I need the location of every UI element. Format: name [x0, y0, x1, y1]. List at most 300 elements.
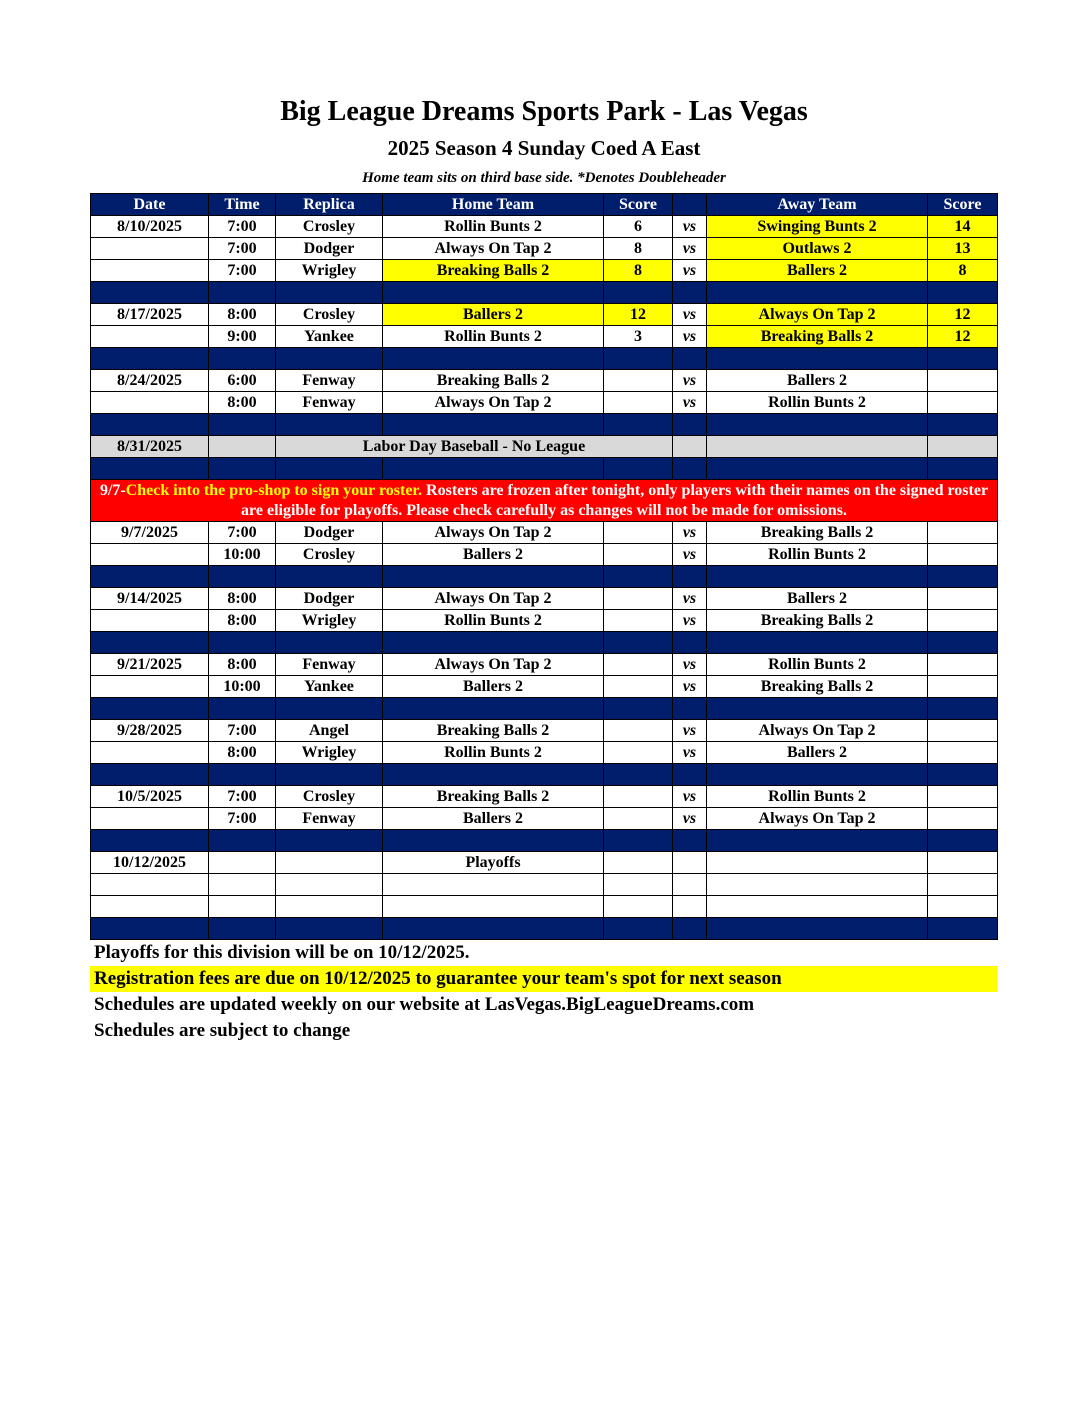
time-cell: 8:00: [209, 304, 276, 326]
separator-cell: [383, 414, 604, 436]
time-cell: 7:00: [209, 522, 276, 544]
separator-cell: [707, 632, 928, 654]
col-header-date: Date: [91, 194, 209, 216]
vs-cell: [673, 436, 707, 458]
separator-cell: [209, 348, 276, 370]
page-title: Big League Dreams Sports Park - Las Vegas: [280, 96, 808, 127]
separator-cell: [673, 348, 707, 370]
away-score-cell: [928, 786, 998, 808]
away-score-cell: [928, 808, 998, 830]
away-score-cell: [928, 654, 998, 676]
home-score-cell: 3: [604, 326, 673, 348]
game-row: [91, 522, 998, 544]
separator-cell: [707, 764, 928, 786]
separator-cell: [276, 458, 383, 480]
separator-row: [91, 348, 998, 370]
blank-cell: [276, 874, 383, 896]
away-team-cell: Outlaws 2: [707, 238, 928, 260]
separator-cell: [276, 282, 383, 304]
date-cell: 9/28/2025: [91, 720, 209, 742]
separator-cell: [383, 566, 604, 588]
away-team-cell: Ballers 2: [707, 370, 928, 392]
home-score-cell: [604, 588, 673, 610]
time-cell: 8:00: [209, 742, 276, 764]
separator-cell: [673, 282, 707, 304]
vs-cell: vs: [673, 304, 707, 326]
game-row: [91, 326, 998, 348]
blank-cell: [707, 874, 928, 896]
game-row: [91, 786, 998, 808]
separator-cell: [673, 830, 707, 852]
date-cell: 10/12/2025: [91, 852, 209, 874]
separator-cell: [91, 764, 209, 786]
replica-cell: Fenway: [276, 808, 383, 830]
replica-cell: Wrigley: [276, 610, 383, 632]
separator-cell: [209, 632, 276, 654]
separator-cell: [604, 918, 673, 940]
home-team-cell: Ballers 2: [383, 304, 604, 326]
blank-row: [91, 874, 998, 896]
away-team-cell: Rollin Bunts 2: [707, 786, 928, 808]
separator-row: [91, 458, 998, 480]
vs-cell: vs: [673, 522, 707, 544]
blank-cell: [604, 874, 673, 896]
home-score-cell: [604, 786, 673, 808]
date-cell: 8/10/2025: [91, 216, 209, 238]
separator-cell: [383, 698, 604, 720]
replica-cell: Crosley: [276, 544, 383, 566]
notice-highlight: Check into the pro-shop to sign your roster.: [125, 481, 423, 499]
separator-cell: [707, 282, 928, 304]
replica-cell: Fenway: [276, 392, 383, 414]
home-score-cell: [604, 610, 673, 632]
separator-cell: [383, 918, 604, 940]
blank-cell: [383, 896, 604, 918]
blank-cell: [673, 874, 707, 896]
separator-cell: [673, 918, 707, 940]
home-team-cell: Ballers 2: [383, 808, 604, 830]
away-team-cell: Rollin Bunts 2: [707, 544, 928, 566]
separator-cell: [673, 632, 707, 654]
vs-cell: vs: [673, 216, 707, 238]
date-cell: 9/14/2025: [91, 588, 209, 610]
blank-cell: [604, 896, 673, 918]
separator-cell: [604, 698, 673, 720]
separator-cell: [673, 458, 707, 480]
separator-cell: [91, 458, 209, 480]
game-row: [91, 610, 998, 632]
col-header-away-team: Away Team: [707, 194, 928, 216]
separator-cell: [928, 698, 998, 720]
away-team-cell: Ballers 2: [707, 588, 928, 610]
separator-cell: [91, 830, 209, 852]
separator-row: [91, 830, 998, 852]
home-score-cell: 12: [604, 304, 673, 326]
vs-cell: vs: [673, 786, 707, 808]
home-score-cell: [604, 370, 673, 392]
time-cell: 7:00: [209, 720, 276, 742]
blank-cell: [383, 874, 604, 896]
replica-cell: Dodger: [276, 238, 383, 260]
vs-cell: vs: [673, 544, 707, 566]
notice-prefix: 9/7-: [99, 481, 126, 499]
separator-cell: [91, 414, 209, 436]
separator-row: [91, 566, 998, 588]
separator-cell: [91, 282, 209, 304]
header-note: Home team sits on third base side. *Denotes Doubleheader: [362, 170, 726, 186]
time-cell: 7:00: [209, 238, 276, 260]
home-team-cell: Breaking Balls 2: [383, 370, 604, 392]
game-row: [91, 808, 998, 830]
date-cell: [91, 238, 209, 260]
game-row: [91, 238, 998, 260]
home-score-cell: 8: [604, 260, 673, 282]
date-cell: [91, 742, 209, 764]
separator-cell: [928, 830, 998, 852]
game-row: [91, 720, 998, 742]
home-score-cell: [604, 676, 673, 698]
separator-cell: [383, 764, 604, 786]
date-cell: [91, 544, 209, 566]
separator-cell: [383, 830, 604, 852]
separator-cell: [91, 566, 209, 588]
separator-cell: [604, 830, 673, 852]
separator-cell: [604, 282, 673, 304]
time-cell: 8:00: [209, 392, 276, 414]
vs-cell: vs: [673, 676, 707, 698]
replica-cell: Dodger: [276, 588, 383, 610]
vs-cell: vs: [673, 610, 707, 632]
away-score-cell: [928, 544, 998, 566]
blank-cell: [91, 896, 209, 918]
blank-cell: [209, 896, 276, 918]
separator-cell: [673, 764, 707, 786]
separator-cell: [276, 566, 383, 588]
away-score-cell: [928, 852, 998, 874]
replica-cell: Crosley: [276, 304, 383, 326]
col-header-vs: [673, 194, 707, 216]
replica-cell: [276, 852, 383, 874]
separator-row: [91, 632, 998, 654]
game-row: [91, 544, 998, 566]
away-score-cell: [928, 676, 998, 698]
blank-cell: [91, 874, 209, 896]
separator-row: [91, 764, 998, 786]
vs-cell: vs: [673, 238, 707, 260]
away-team-cell: Rollin Bunts 2: [707, 392, 928, 414]
blank-cell: [276, 896, 383, 918]
away-team-cell: Breaking Balls 2: [707, 676, 928, 698]
replica-cell: Crosley: [276, 786, 383, 808]
holiday-text: Labor Day Baseball - No League: [276, 436, 673, 458]
separator-cell: [91, 348, 209, 370]
away-score-cell: 12: [928, 326, 998, 348]
separator-cell: [928, 918, 998, 940]
replica-cell: Fenway: [276, 370, 383, 392]
game-row: [91, 260, 998, 282]
home-score-cell: [604, 852, 673, 874]
separator-cell: [928, 764, 998, 786]
replica-cell: Angel: [276, 720, 383, 742]
blank-cell: [928, 874, 998, 896]
home-team-cell: Always On Tap 2: [383, 654, 604, 676]
separator-cell: [928, 566, 998, 588]
blank-cell: [707, 896, 928, 918]
away-score-cell: [928, 720, 998, 742]
table-header-row: [91, 194, 998, 216]
home-score-cell: 8: [604, 238, 673, 260]
time-cell: 8:00: [209, 588, 276, 610]
home-score-cell: [604, 808, 673, 830]
date-cell: [91, 610, 209, 632]
away-score-cell: 13: [928, 238, 998, 260]
separator-row: [91, 282, 998, 304]
vs-cell: vs: [673, 588, 707, 610]
away-team-cell: Always On Tap 2: [707, 808, 928, 830]
separator-cell: [276, 698, 383, 720]
separator-cell: [209, 698, 276, 720]
separator-cell: [604, 632, 673, 654]
date-cell: 9/7/2025: [91, 522, 209, 544]
date-cell: 8/24/2025: [91, 370, 209, 392]
game-row: [91, 742, 998, 764]
away-team-cell: Always On Tap 2: [707, 304, 928, 326]
away-team-cell: Rollin Bunts 2: [707, 654, 928, 676]
away-team-cell: Swinging Bunts 2: [707, 216, 928, 238]
game-row: [91, 654, 998, 676]
home-score-cell: [604, 742, 673, 764]
replica-cell: Yankee: [276, 326, 383, 348]
separator-cell: [209, 458, 276, 480]
vs-cell: vs: [673, 654, 707, 676]
away-team-cell: [707, 852, 928, 874]
home-team-cell: Breaking Balls 2: [383, 260, 604, 282]
separator-cell: [276, 414, 383, 436]
home-team-cell: Breaking Balls 2: [383, 786, 604, 808]
vs-cell: vs: [673, 260, 707, 282]
replica-cell: Yankee: [276, 676, 383, 698]
separator-row: [91, 698, 998, 720]
separator-cell: [707, 458, 928, 480]
separator-row: [91, 918, 998, 940]
home-team-cell: Always On Tap 2: [383, 588, 604, 610]
home-score-cell: [604, 522, 673, 544]
game-row: [91, 216, 998, 238]
separator-cell: [604, 764, 673, 786]
time-cell: 9:00: [209, 326, 276, 348]
game-row: [91, 676, 998, 698]
away-team-cell: Ballers 2: [707, 742, 928, 764]
away-team-cell: [707, 436, 928, 458]
schedule-table: [90, 193, 998, 940]
home-team-cell: Playoffs: [383, 852, 604, 874]
time-cell: 8:00: [209, 654, 276, 676]
separator-cell: [276, 918, 383, 940]
replica-cell: Wrigley: [276, 260, 383, 282]
vs-cell: [673, 852, 707, 874]
date-cell: [91, 326, 209, 348]
col-header-replica: Replica: [276, 194, 383, 216]
away-score-cell: 14: [928, 216, 998, 238]
col-header-time: Time: [209, 194, 276, 216]
home-team-cell: Rollin Bunts 2: [383, 610, 604, 632]
away-team-cell: Breaking Balls 2: [707, 326, 928, 348]
separator-cell: [707, 918, 928, 940]
separator-cell: [91, 698, 209, 720]
away-score-cell: [928, 370, 998, 392]
separator-cell: [604, 458, 673, 480]
blank-cell: [928, 896, 998, 918]
date-cell: 8/17/2025: [91, 304, 209, 326]
date-cell: 8/31/2025: [91, 436, 209, 458]
col-header-home-team: Home Team: [383, 194, 604, 216]
home-team-cell: Rollin Bunts 2: [383, 742, 604, 764]
time-cell: [209, 852, 276, 874]
notice-text: Rosters are frozen after tonight, only players with their names on the signed roster are eligible for playoffs. Please check carefully as changes will not be made for omissions.: [241, 481, 989, 519]
separator-cell: [707, 830, 928, 852]
away-team-cell: Breaking Balls 2: [707, 610, 928, 632]
schedule-body: [91, 216, 998, 940]
home-team-cell: Breaking Balls 2: [383, 720, 604, 742]
separator-cell: [209, 414, 276, 436]
separator-cell: [383, 632, 604, 654]
separator-cell: [91, 632, 209, 654]
home-score-cell: [604, 544, 673, 566]
separator-cell: [209, 282, 276, 304]
playoff-row: [91, 852, 998, 874]
home-team-cell: Rollin Bunts 2: [383, 326, 604, 348]
blank-cell: [673, 896, 707, 918]
separator-cell: [383, 458, 604, 480]
separator-cell: [276, 764, 383, 786]
separator-cell: [276, 830, 383, 852]
separator-cell: [276, 348, 383, 370]
separator-cell: [928, 414, 998, 436]
away-score-cell: 12: [928, 304, 998, 326]
footer-website-note: Schedules are updated weekly on our website at LasVegas.BigLeagueDreams.com: [94, 994, 755, 1015]
away-team-cell: Breaking Balls 2: [707, 522, 928, 544]
date-cell: [91, 808, 209, 830]
separator-cell: [707, 414, 928, 436]
game-row: [91, 370, 998, 392]
time-cell: 7:00: [209, 808, 276, 830]
separator-cell: [707, 566, 928, 588]
away-score-cell: [928, 742, 998, 764]
vs-cell: vs: [673, 720, 707, 742]
time-cell: 7:00: [209, 216, 276, 238]
home-score-cell: [604, 720, 673, 742]
home-team-cell: Ballers 2: [383, 676, 604, 698]
footer-registration-note: Registration fees are due on 10/12/2025 to guarantee your team's spot for next season: [90, 966, 997, 992]
separator-cell: [928, 458, 998, 480]
home-team-cell: Always On Tap 2: [383, 392, 604, 414]
away-team-cell: Always On Tap 2: [707, 720, 928, 742]
vs-cell: vs: [673, 808, 707, 830]
holiday-row: [91, 436, 998, 458]
separator-cell: [707, 348, 928, 370]
game-row: [91, 392, 998, 414]
away-score-cell: [928, 392, 998, 414]
game-row: [91, 588, 998, 610]
home-score-cell: 6: [604, 216, 673, 238]
home-team-cell: Always On Tap 2: [383, 522, 604, 544]
date-cell: 9/21/2025: [91, 654, 209, 676]
game-row: [91, 304, 998, 326]
time-cell: 8:00: [209, 610, 276, 632]
time-cell: 7:00: [209, 260, 276, 282]
away-score-cell: 8: [928, 260, 998, 282]
date-cell: [91, 392, 209, 414]
time-cell: 10:00: [209, 544, 276, 566]
time-cell: 7:00: [209, 786, 276, 808]
separator-cell: [383, 348, 604, 370]
separator-cell: [383, 282, 604, 304]
separator-row: [91, 414, 998, 436]
col-header-away-score: Score: [928, 194, 998, 216]
separator-cell: [673, 698, 707, 720]
footer-change-note: Schedules are subject to change: [94, 1020, 351, 1041]
separator-cell: [604, 348, 673, 370]
replica-cell: Fenway: [276, 654, 383, 676]
footer-playoffs-note: Playoffs for this division will be on 10/12/2025.: [94, 942, 470, 963]
col-header-home-score: Score: [604, 194, 673, 216]
replica-cell: Dodger: [276, 522, 383, 544]
separator-cell: [673, 566, 707, 588]
separator-cell: [673, 414, 707, 436]
separator-cell: [604, 414, 673, 436]
replica-cell: Crosley: [276, 216, 383, 238]
separator-cell: [276, 632, 383, 654]
home-team-cell: Ballers 2: [383, 544, 604, 566]
separator-cell: [928, 348, 998, 370]
vs-cell: vs: [673, 326, 707, 348]
home-team-cell: Rollin Bunts 2: [383, 216, 604, 238]
away-score-cell: [928, 522, 998, 544]
vs-cell: vs: [673, 742, 707, 764]
date-cell: [91, 260, 209, 282]
blank-cell: [209, 874, 276, 896]
separator-cell: [928, 282, 998, 304]
separator-cell: [707, 698, 928, 720]
replica-cell: Wrigley: [276, 742, 383, 764]
away-team-cell: Ballers 2: [707, 260, 928, 282]
time-cell: 6:00: [209, 370, 276, 392]
time-cell: [209, 436, 276, 458]
separator-cell: [209, 764, 276, 786]
away-score-cell: [928, 610, 998, 632]
time-cell: 10:00: [209, 676, 276, 698]
date-cell: [91, 676, 209, 698]
separator-cell: [604, 566, 673, 588]
division-subtitle: 2025 Season 4 Sunday Coed A East: [387, 136, 701, 160]
vs-cell: vs: [673, 370, 707, 392]
separator-cell: [928, 632, 998, 654]
separator-cell: [209, 566, 276, 588]
blank-row: [91, 896, 998, 918]
away-score-cell: [928, 588, 998, 610]
home-score-cell: [604, 392, 673, 414]
separator-cell: [209, 918, 276, 940]
home-score-cell: [604, 654, 673, 676]
roster-notice: [91, 480, 998, 522]
separator-cell: [209, 830, 276, 852]
away-score-cell: [928, 436, 998, 458]
date-cell: 10/5/2025: [91, 786, 209, 808]
vs-cell: vs: [673, 392, 707, 414]
separator-cell: [91, 918, 209, 940]
home-team-cell: Always On Tap 2: [383, 238, 604, 260]
roster-notice-row: [91, 480, 998, 522]
